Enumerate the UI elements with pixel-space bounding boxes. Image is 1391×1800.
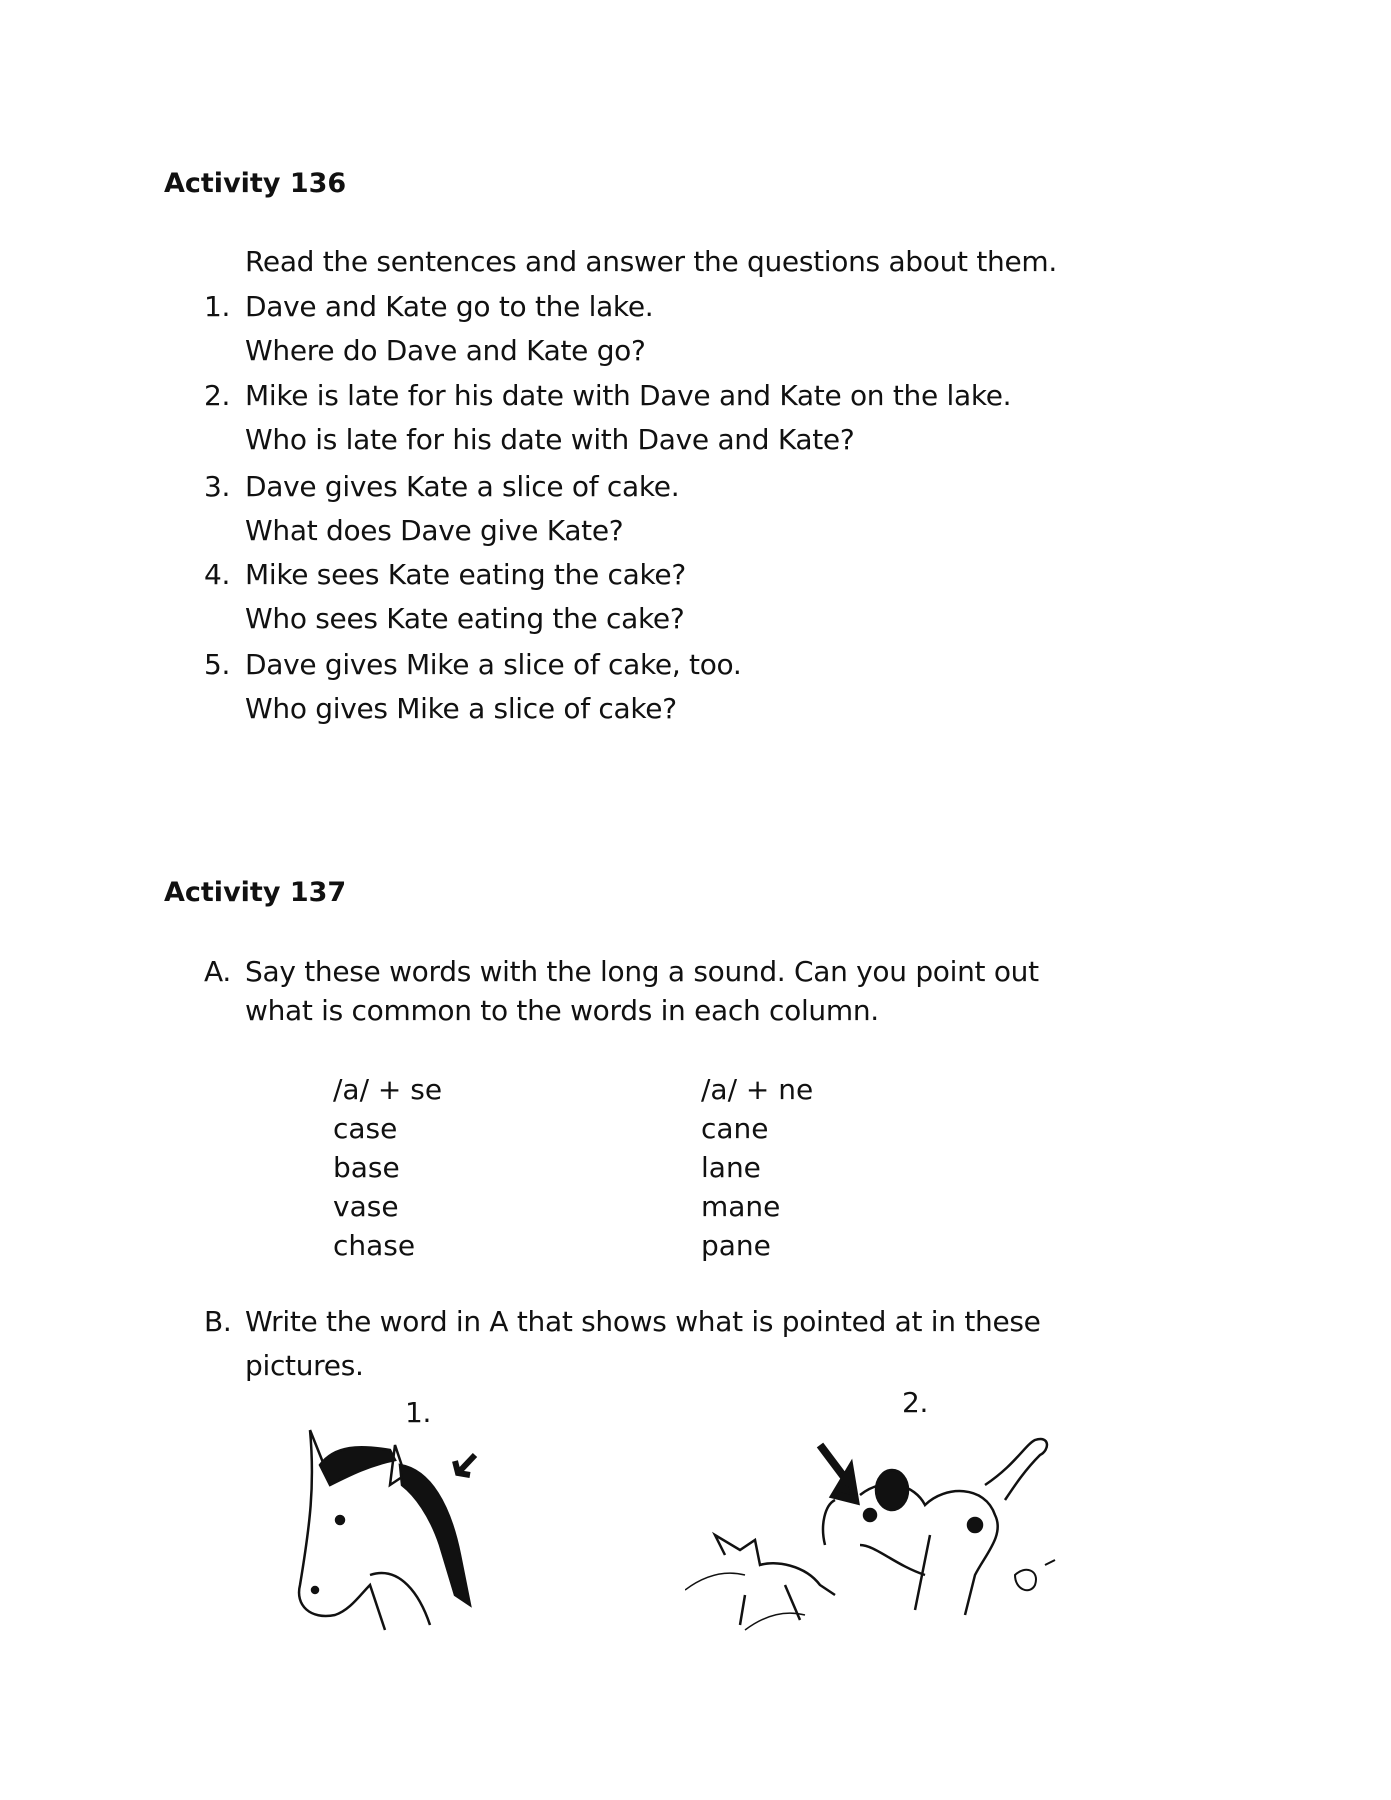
word: case [333,1112,398,1145]
item-sentence: Dave gives Mike a slice of cake, too. [245,648,742,681]
activity-136-title: Activity 136 [164,168,347,199]
column-header: /a/ + se [333,1073,443,1106]
item-sentence: Dave gives Kate a slice of cake. [245,470,680,503]
item-question: What does Dave give Kate? [245,514,624,547]
item-number: 1. [204,290,231,323]
item-question: Who gives Mike a slice of cake? [245,692,677,725]
item-sentence: Mike sees Kate eating the cake? [245,558,686,591]
part-a-line1: Say these words with the long a sound. Can you point out [245,955,1039,988]
part-b-line1: Write the word in A that shows what is pointed at in these [245,1305,1041,1338]
dog-chasing-cat-icon [685,1425,1075,1640]
word-column-ne [701,1070,813,1265]
item-question: Who sees Kate eating the cake? [245,602,685,635]
word: chase [333,1229,416,1262]
picture-1-number: 1. [405,1396,432,1429]
picture-2-number: 2. [902,1386,929,1419]
word: lane [701,1151,761,1184]
item-number: 3. [204,470,231,503]
item-question: Where do Dave and Kate go? [245,334,646,367]
horse-mane-icon [290,1425,520,1640]
item-number: 5. [204,648,231,681]
item-question: Who is late for his date with Dave and Kate? [245,423,855,456]
part-b-label: B. [204,1305,232,1338]
item-sentence: Mike is late for his date with Dave and Kate on the lake. [245,379,1012,412]
part-b-line2: pictures. [245,1349,364,1382]
word: base [333,1151,400,1184]
word: mane [701,1190,781,1223]
word: pane [701,1229,771,1262]
item-number: 2. [204,379,231,412]
column-header: /a/ + ne [701,1073,814,1106]
item-sentence: Dave and Kate go to the lake. [245,290,654,323]
activity-136-instruction: Read the sentences and answer the questions about them. [245,245,1057,278]
word: cane [701,1112,769,1145]
activity-137-title: Activity 137 [164,877,347,908]
part-a-line2: what is common to the words in each column. [245,994,879,1027]
item-number: 4. [204,558,231,591]
word-column-se [333,1070,442,1265]
word: vase [333,1190,399,1223]
part-a-label: A. [204,955,231,988]
